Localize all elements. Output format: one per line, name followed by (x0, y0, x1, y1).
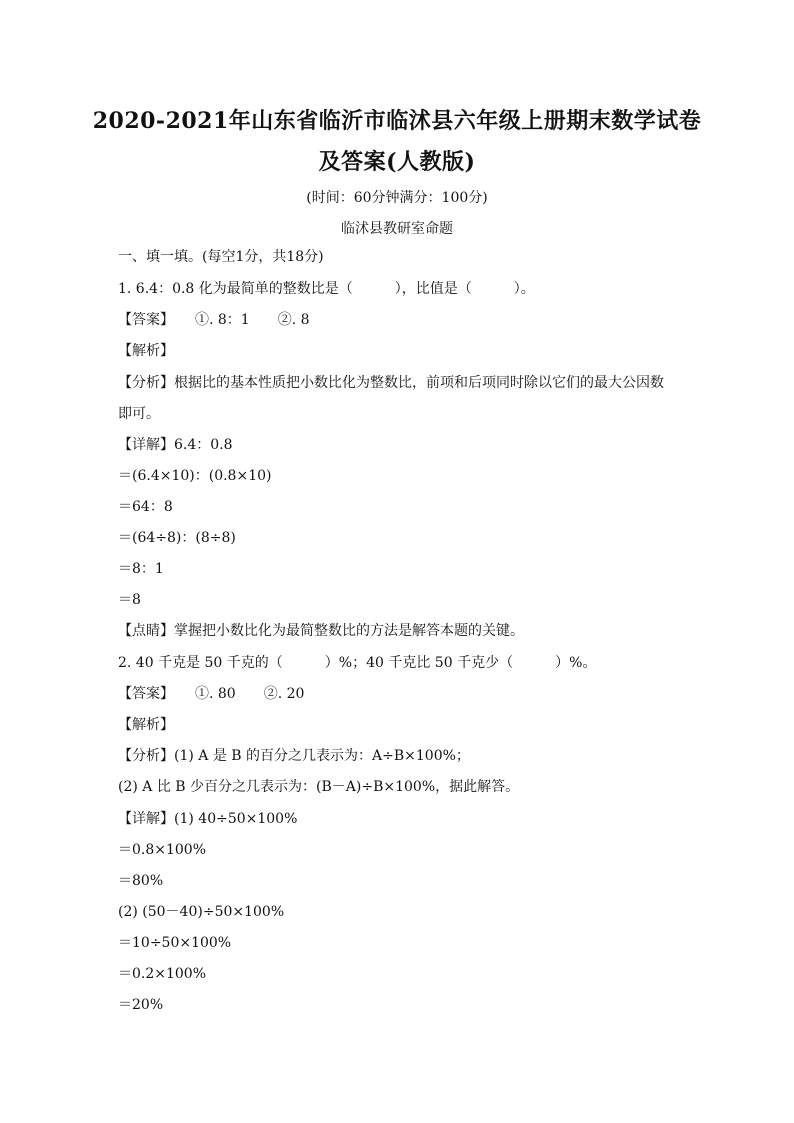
exam-time-info: (时间：60分钟满分：100分) (306, 190, 488, 206)
detail-2-line-6: ＝0.2×100% (118, 966, 207, 982)
detail-1-line-2: ＝(6.4×10)：(0.8×10) (118, 468, 272, 484)
section-heading: 一、填一填。(每空1分，共18分) (118, 249, 324, 265)
question-2: 2. 40 千克是 50 千克的（ ）%；40 千克比 50 千克少（ ）%。 (118, 655, 597, 671)
question-1: 1. 6.4：0.8 化为最简单的整数比是（ ），比值是（ ）。 (118, 281, 535, 297)
analysis-1-line-1: 【分析】根据比的基本性质把小数比化为整数比，前项和后项同时除以它们的最大公因数 (118, 375, 664, 391)
answer-2: 【答案】 ①. 80 ②. 20 (118, 686, 305, 702)
comment-1: 【点睛】掌握把小数比化为最简整数比的方法是解答本题的关键。 (118, 623, 524, 639)
document-title-line-2: 及答案(人教版) (318, 149, 476, 175)
analysis-label-2: 【解析】 (118, 717, 174, 733)
detail-2-line-1: 【详解】(1) 40÷50×100% (118, 811, 298, 827)
detail-2-line-5: ＝10÷50×100% (118, 935, 232, 951)
detail-2-line-7: ＝20% (118, 997, 164, 1013)
detail-1-line-4: ＝(64÷8)：(8÷8) (118, 530, 236, 546)
analysis-2-line-2: (2) A 比 B 少百分之几表示为：(B－A)÷B×100%，据此解答。 (118, 779, 520, 795)
analysis-2-line-1: 【分析】(1) A 是 B 的百分之几表示为：A÷B×100%； (118, 748, 470, 764)
analysis-label-1: 【解析】 (118, 343, 174, 359)
exam-author: 临沭县教研室命题 (341, 221, 453, 237)
detail-2-line-3: ＝80% (118, 873, 164, 889)
detail-1-line-5: ＝8：1 (118, 561, 164, 577)
answer-1: 【答案】 ①. 8：1 ②. 8 (118, 312, 310, 328)
detail-2-line-4: (2) (50－40)÷50×100% (118, 904, 285, 920)
detail-2-line-2: ＝0.8×100% (118, 842, 207, 858)
document-title-line-1: 2020-2021年山东省临沂市临沭县六年级上册期末数学试卷 (92, 108, 702, 134)
detail-1-line-1: 【详解】6.4：0.8 (118, 437, 233, 453)
detail-1-line-3: ＝64：8 (118, 499, 173, 515)
detail-1-line-6: ＝8 (118, 592, 141, 608)
analysis-1-line-2: 即可。 (118, 406, 160, 422)
